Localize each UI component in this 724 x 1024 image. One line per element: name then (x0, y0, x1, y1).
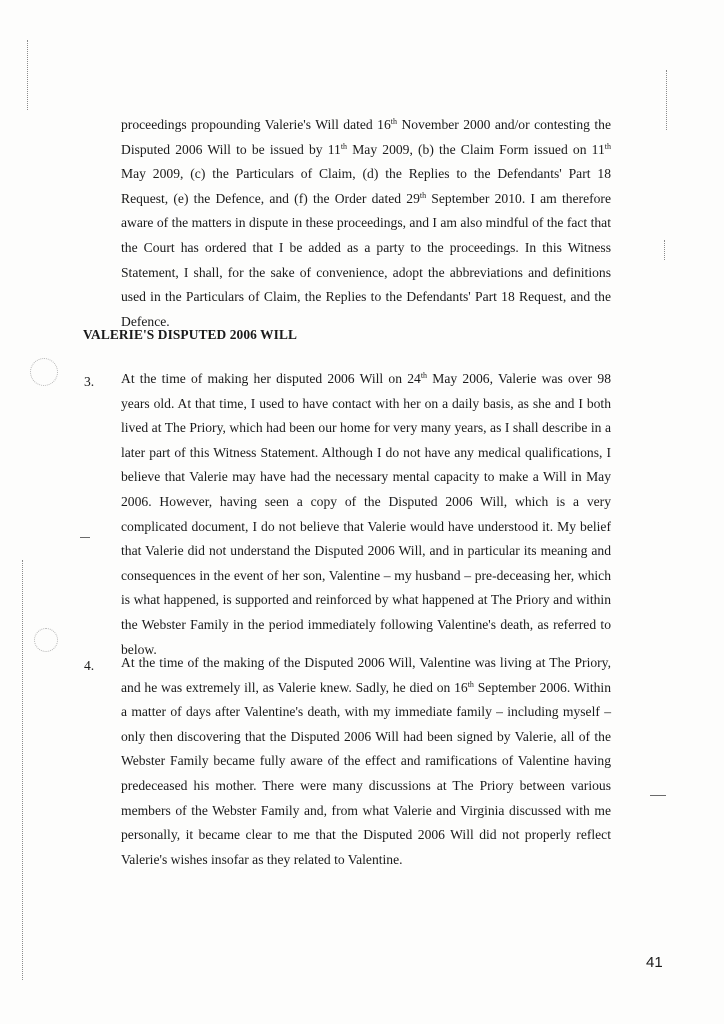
intro-paragraph: proceedings propounding Valerie's Will dated 16th November 2000 and/or contesting the Disputed 2006 Will to be issued by 11th May 2009, (b) the Claim Form issued on 11th May 2009, (c) the Particulars of Claim, (d) the Replies to the Defendants' Part 18 Request, (e) the Defence, and (f) the Order dated 29th September 2010. I am therefore aware of the matters in dispute in these proceedings, and I am also mindful of the fact that the Court has ordered that I be added as a party to the proceedings. In this Witness Statement, I shall, for the sake of convenience, adopt the abbreviations and definitions used in the Particulars of Claim, the Replies to the Defendants' Part 18 Request, and the Defence. (121, 117, 611, 329)
section-heading: VALERIE'S DISPUTED 2006 WILL (83, 327, 298, 342)
paragraph-3: At the time of making her disputed 2006 Will on 24th May 2006, Valerie was over 98 years old. At that time, I used to have contact with her on a daily basis, as she and I both lived at The Priory, which had been our home for very many years, as I shall describe in a later part of this Witness Statement. Although I do not have any medical qualifications, I believe that Valerie may have had the necessary mental capacity to make a Will in May 2006. However, having seen a copy of the Disputed 2006 Will, which is a very complicated document, I do not believe that Valerie would have understood it. My belief that Valerie did not understand the Disputed 2006 Will, and in particular its meaning and consequences in the event of her son, Valentine – my husband – pre-deceasing her, which is what happened, is supported and reinforced by what happened at The Priory and within the Webster Family in the period immediately following Valentine's death, as referred to below. (121, 371, 611, 657)
scan-dash-mark (80, 537, 90, 538)
paragraph-number-3: 3. (84, 374, 95, 389)
scan-edge-mark-right (666, 70, 668, 130)
page-number: 41 (646, 954, 663, 971)
scan-dash-mark-right (650, 795, 666, 796)
paragraph-4: At the time of the making of the Disputed 2006 Will, Valentine was living at The Priory, and he was extremely ill, as Valerie knew. Sadly, he died on 16th September 2006. Within a matter of days after Valentine's death, with my immediate family – including myself – only then discovering that the Disputed 2006 Will had been signed by Valerie, all of the Webster Family became fully aware of the effect and ramifications of Valentine having predeceased his mother. There were many discussions at The Priory between various members of the Webster Family and, from what Valerie and Virginia discussed with me personally, it became clear to me that the Disputed 2006 Will did not properly reflect Valerie's wishes insofar as they related to Valentine. (121, 655, 611, 867)
scan-edge-mark-right-lower (664, 240, 666, 260)
hole-punch-mark (30, 358, 58, 386)
scan-edge-mark-left (27, 40, 29, 110)
scan-edge-mark-left-lower (22, 560, 24, 980)
paragraph-number-4: 4. (84, 658, 95, 673)
hole-punch-mark-lower (34, 628, 58, 652)
